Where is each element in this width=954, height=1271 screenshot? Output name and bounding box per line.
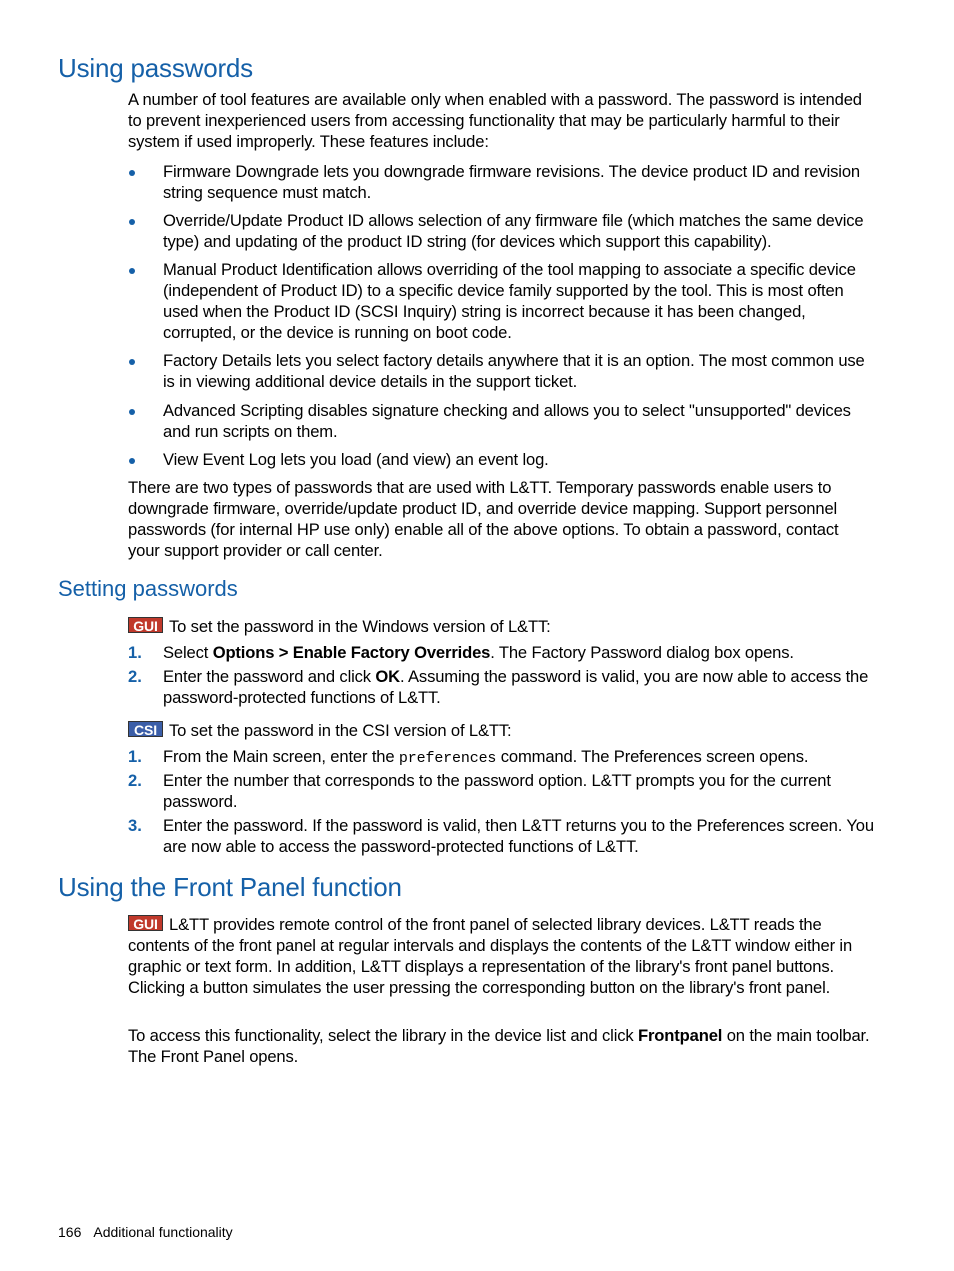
footer-section-name: Additional functionality [93, 1224, 233, 1240]
paragraph-text: To access this functionality, select the library in the device list and click [128, 1026, 639, 1045]
step-number: 2. [128, 667, 142, 686]
gui-step-2 [163, 666, 875, 708]
gui-instruction-intro [128, 616, 873, 637]
step-text: . Assuming the password is valid, you are now able to access the password-protected functions of L&TT. [163, 667, 869, 707]
csi-intro-text: To set the password in the CSI version of L&TT: [169, 721, 512, 740]
csi-step-3: Enter the password. If the password is valid, then L&TT returns you to the Preferences screen. You are now able to access the password-protected functions of L&TT. [163, 816, 874, 856]
paragraph-text: on the main toolbar. The Front Panel opens. [128, 1026, 870, 1066]
bullet-dot-icon [129, 268, 135, 274]
password-types-paragraph: There are two types of passwords that are used with L&TT. Temporary passwords enable users to downgrade firmware, override/update product ID, and override device mapping. Support personnel passwords (for internal HP use only) enable all of the above options. To obtain a password, contact your support provider or call center. [128, 478, 839, 560]
csi-instruction-intro [128, 720, 873, 741]
bullet-dot-icon [129, 409, 135, 415]
csi-step-1 [163, 746, 875, 769]
bullet-dot-icon [129, 170, 135, 176]
section-title-front-panel: Using the Front Panel function [58, 872, 402, 902]
gui-intro-text: To set the password in the Windows version of L&TT: [169, 617, 551, 636]
bullet-advanced-scripting: Advanced Scripting disables signature checking and allows you to select "unsupported" devices and run scripts on them. [163, 401, 851, 441]
step-number: 3. [128, 816, 142, 835]
bullet-firmware-downgrade: Firmware Downgrade lets you downgrade firmware revisions. The device product ID and revision string sequence must match. [163, 162, 860, 202]
gui-badge-icon: GUI [128, 617, 163, 633]
section-title-setting-passwords: Setting passwords [58, 576, 238, 601]
bullet-dot-icon [129, 458, 135, 464]
gui-badge-icon: GUI [128, 915, 163, 931]
step-number: 1. [128, 643, 142, 662]
csi-badge-icon: CSI [128, 721, 163, 737]
step-number: 2. [128, 771, 142, 790]
step-text: . The Factory Password dialog box opens. [490, 643, 794, 662]
intro-paragraph: A number of tool features are available only when enabled with a password. The password is intended to prevent inexperienced users from accessing functionality that may be particularly harmful to their system if used improperly. These features include: [128, 90, 862, 151]
bullet-factory-details: Factory Details lets you select factory details anywhere that it is an option. The most common use is in viewing additional device details in the support ticket. [163, 351, 865, 391]
csi-step-2: Enter the number that corresponds to the password option. L&TT prompts you for the current password. [163, 771, 831, 811]
front-panel-paragraph [128, 914, 873, 998]
step-text: Select [163, 643, 213, 662]
button-name: OK [375, 667, 400, 686]
menu-path: Options > Enable Factory Overrides [212, 643, 491, 662]
bullet-view-event-log: View Event Log lets you load (and view) an event log. [163, 450, 549, 469]
step-text: command. The Preferences screen opens. [496, 747, 809, 766]
step-text: From the Main screen, enter the [163, 747, 399, 766]
page-footer [58, 1223, 233, 1241]
bullet-dot-icon [129, 219, 135, 225]
toolbar-button-name: Frontpanel [638, 1026, 723, 1045]
section-title-using-passwords: Using passwords [58, 53, 253, 83]
bullet-manual-identification: Manual Product Identification allows overriding of the tool mapping to associate a specific device (independent of Product ID) to a specific device family supported by the tool. This is most often used when the Product ID (SCSI Inquiry) string is incorrect because it has been changed, corrupted, or the device is running on boot code. [163, 260, 856, 342]
gui-step-1 [163, 642, 875, 663]
step-text: Enter the password and click [163, 667, 376, 686]
command-code: preferences [398, 750, 497, 767]
bullet-dot-icon [129, 359, 135, 365]
bullet-override-product-id: Override/Update Product ID allows selection of any firmware file (which matches the same device type) and updating of the product ID string (for devices which support this capability). [163, 211, 864, 251]
page-number: 166 [58, 1224, 82, 1240]
step-number: 1. [128, 747, 142, 766]
front-panel-access-paragraph [128, 1025, 873, 1067]
front-panel-text: L&TT provides remote control of the front panel of selected library devices. L&TT reads the contents of the front panel at regular intervals and displays the contents of the L&TT window either in graphic or text form. In addition, L&TT displays a representation of the library's front panel buttons. Clicking a button simulates the user pressing the corresponding button on the library's front panel. [128, 915, 853, 997]
